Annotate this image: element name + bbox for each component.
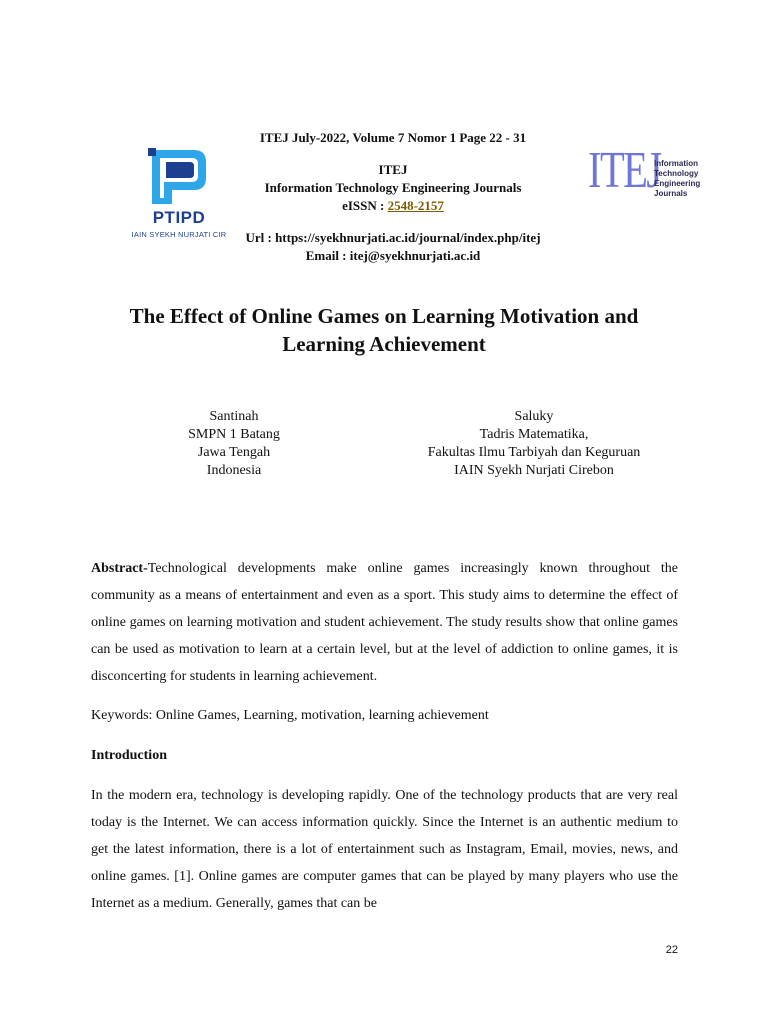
- author-name: Saluky: [514, 409, 554, 424]
- author-affiliation: Indonesia: [206, 463, 262, 478]
- eissn-label: eISSN :: [342, 198, 388, 213]
- ptipd-logo: [104, 144, 254, 244]
- abstract-label: Abstract-: [91, 561, 148, 576]
- author-block-2: [384, 408, 684, 480]
- journal-abbrev: ITEJ: [378, 162, 408, 177]
- email-line: Email : itej@syekhnurjati.ac.id: [305, 248, 481, 263]
- itej-logo-letters: ITEJ: [588, 142, 661, 199]
- author-affiliation: Jawa Tengah: [197, 445, 271, 460]
- author-affiliation: Fakultas Ilmu Tarbiyah dan Keguruan: [427, 445, 641, 460]
- author-name: Santinah: [209, 409, 259, 424]
- itej-caption-line: Technology: [654, 169, 699, 178]
- journal-name: Information Technology Engineering Journals: [264, 180, 522, 195]
- eissn-link[interactable]: 2548-2157: [387, 198, 444, 213]
- eissn-line: [200, 197, 586, 215]
- itej-logo-caption: [654, 159, 700, 199]
- author-affiliation: IAIN Syekh Nurjati Cirebon: [454, 463, 614, 478]
- abstract: [91, 555, 678, 690]
- itej-caption-line: Information: [654, 159, 698, 168]
- paper-title: [80, 302, 688, 358]
- page-number: 22: [665, 944, 678, 956]
- itej-logo: [588, 142, 708, 204]
- author-affiliation: SMPN 1 Batang: [188, 427, 280, 442]
- journal-header: [200, 129, 586, 265]
- introduction-paragraph: In the modern era, technology is developing rapidly. One of the technology products that are very real today is the Internet. We can access information quickly. Since the Internet is an authentic medium to get the latest information, there is a lot of entertainment such as Instagram, Email, movies, news, and online games. [1]. Online games are computer games that can be played by many players who use the Internet as a medium. Generally, games that can be: [91, 788, 678, 911]
- abstract-text: Technological developments make online games increasingly known throughout the community as a means of entertainment and even as a sport. This study aims to determine the effect of online games on learning motivation and student achievement. The study results show that online games can be used as motivation to learn at a certain level, but at the level of addiction to online games, it is disconcerting for students in learning achievement.: [91, 561, 678, 684]
- title-line: The Effect of Online Games on Learning Motivation and: [129, 304, 639, 328]
- author-affiliation: Tadris Matematika,: [479, 427, 589, 442]
- ptipd-emblem-icon: [148, 148, 208, 206]
- introduction-heading: Introduction: [91, 748, 167, 763]
- volume-line: ITEJ July-2022, Volume 7 Nomor 1 Page 22 - 31: [259, 130, 527, 145]
- title-line: Learning Achievement: [282, 332, 486, 356]
- itej-caption-line: Engineering: [654, 179, 701, 188]
- ptipd-wordmark: PTIPD: [152, 208, 206, 227]
- ptipd-institution: IAIN SYEKH NURJATI CIR: [131, 230, 227, 239]
- url-line: Url : https://syekhnurjati.ac.id/journal/index.php/itej: [245, 230, 541, 245]
- itej-caption-line: Journals: [654, 189, 688, 198]
- author-block-1: [134, 408, 334, 480]
- keywords: Keywords: Online Games, Learning, motivation, learning achievement: [91, 708, 489, 723]
